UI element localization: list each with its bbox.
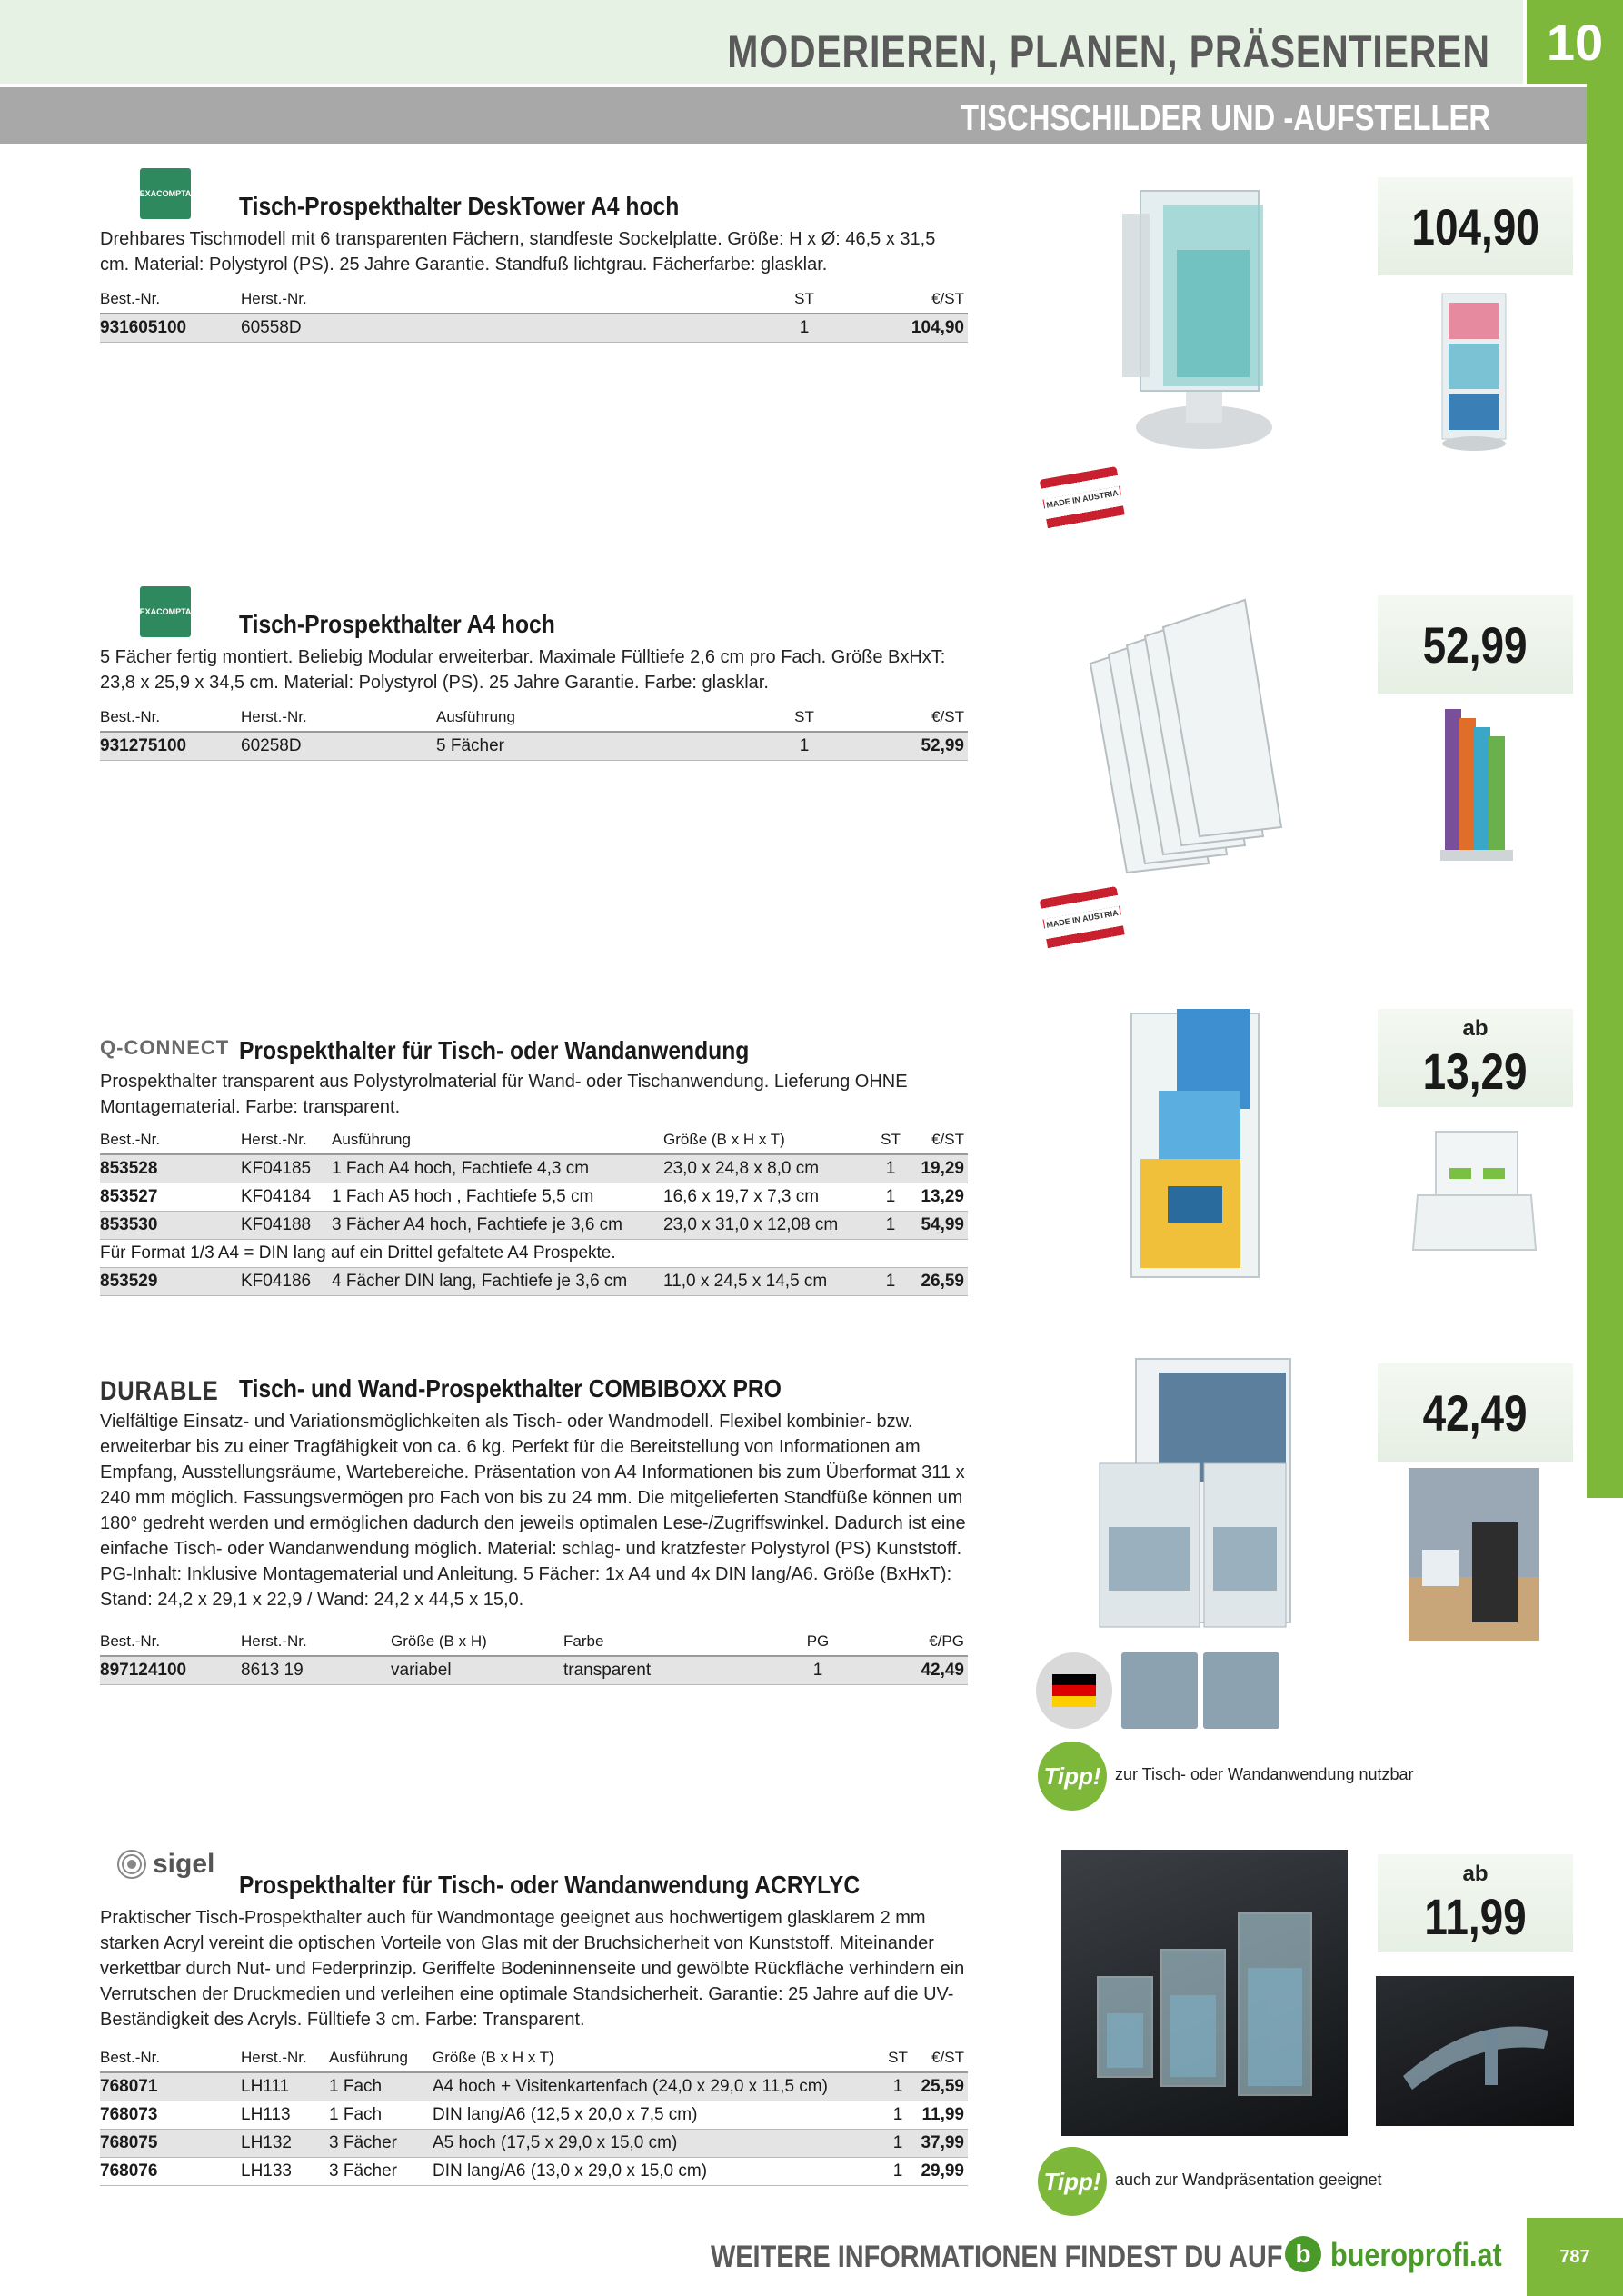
product-image-acrylyc [1061, 1850, 1348, 2136]
product-description: Drehbares Tischmodell mit 6 transparenten Fächern, standfeste Sockelplatte. Größe: H x Ø: 46,5 x 31,5 cm. Material: Polystyrol (PS). 25 Jahre Garantie. Standfuß lichtgrau. Fächerfarbe: glasklar. [100, 229, 936, 275]
product-title: Tisch-Prospekthalter A4 hoch [239, 610, 555, 638]
bueroprofi-logo-icon: b [1285, 2236, 1321, 2272]
table-row: 897124100 8613 19 variabel transparent 1 42,49 [100, 1656, 968, 1684]
sigel-logo: sigel [116, 1849, 214, 1880]
table-row: 931605100 60558D 1 104,90 [100, 314, 968, 342]
wall-mount-icon [1121, 1652, 1198, 1729]
product-image-desktower [1113, 168, 1290, 459]
chapter-title: MODERIEREN, PLANEN, PRÄSENTIEREN [727, 26, 1490, 77]
chapter-number: 10 [1527, 0, 1623, 84]
product-title: Prospekthalter für Tisch- oder Wandanwendung [239, 1036, 750, 1064]
price: 13,29 [1423, 1042, 1528, 1100]
qconnect-logo: Q-CONNECT [100, 1036, 230, 1059]
product-image-a4-hoch [1072, 591, 1299, 882]
product-title: Prospekthalter für Tisch- oder Wandanwendung ACRYLYC [239, 1871, 861, 1899]
product-table: Best.-Nr. Herst.-Nr. Größe (B x H) Farbe PG €/PG 897124100 8613 19 variabel transparent 1 42,49 [100, 1627, 968, 1685]
made-in-austria-badge: MADE IN AUSTRIA [1040, 466, 1126, 532]
product-thumbnail-desktower [1429, 289, 1519, 453]
product-description: Prospekthalter transparent aus Polystyrolmaterial für Wand- oder Tischanwendung. Lieferung OHNE Montagematerial. Farbe: transparent. [100, 1072, 908, 1117]
price: 104,90 [1411, 197, 1539, 255]
made-in-austria-badge: MADE IN AUSTRIA [1040, 886, 1126, 952]
german-flag-icon [1052, 1674, 1096, 1707]
price-box [1378, 1009, 1573, 1107]
product-description: Praktischer Tisch-Prospekthalter auch für Wandmontage geeignet aus hochwertigem glasklarem 2 mm starken Acryl vereint die optischen Vorteile von Glas mit der Bruchsicherheit von Kunststoff. Miteinander verkettbar durch Nut- und Federprinzip. Geriffelte Bodeninnenseite und gewölbte Rückfläche verhindern ein Verrutschen der Druckmedien und verleihen eine optimale Standsicherheit. Garantie: 25 Jahre auf die UV-Beständigkeit des Acryls. Fülltiefe 3 cm. Farbe: Transparent. [100, 1908, 965, 2030]
price-prefix: ab [1462, 1861, 1489, 1886]
feature-badges [1036, 1652, 1281, 1729]
product-table: Best.-Nr. Herst.-Nr. Ausführung Größe (B x H x T) ST €/ST 853528 KF04185 1 Fach A4 hoch, Fachtiefe 4,3 cm 23,0 x 24,8 x 8,0 cm 1 19,29 853527 KF04184 1 Fach A5 hoch , Fachtiefe 5,5 cm 16,6 x 19,7 x 7,3 cm 1 13,29 853530 KF04188 3 Fächer A4 hoch, Fachtiefe je 3,6 cm 23,0 x 31,0 x 12,08 cm 1 54,99 Für Format 1/3 A4 = DIN lang auf ein Drittel gefaltete A4 Prospekte. 853529 KF04186 4 Fächer DIN lang, Fachtiefe je 3,6 cm 11,0 x 24,5 x 14,5 cm 1 26,59 [100, 1125, 968, 1296]
tip-text: zur Tisch- oder Wandanwendung nutzbar [1115, 1765, 1414, 1783]
product-table: Best.-Nr. Herst.-Nr. Ausführung Größe (B x H x T) ST €/ST 768071 LH111 1 Fach A4 hoch + Visitenkartenfach (24,0 x 29,0 x 11,5 cm) 1 25,59 768073 LH113 1 Fach DIN lang/A6 (12,5 x 20,0 x 7,5 cm) 1 11,99 768075 LH132 3 Fächer A5 hoch (17,5 x 29,0 x 15,0 cm) 1 37,99 768076 LH133 3 Fächer DIN lang/A6 (13,0 x 29,0 x 15,0 cm) 1 29,99 [100, 2043, 968, 2186]
table-row: 853528 KF04185 1 Fach A4 hoch, Fachtiefe 4,3 cm 23,0 x 24,8 x 8,0 cm 1 19,29 [100, 1154, 968, 1183]
table-note-row: Für Format 1/3 A4 = DIN lang auf ein Drittel gefaltete A4 Prospekte. [100, 1239, 968, 1267]
tip-badge: Tipp! [1038, 2147, 1107, 2216]
tip-text: auch zur Wandpräsentation geeignet [1115, 2171, 1382, 2189]
product-title: Tisch-Prospekthalter DeskTower A4 hoch [239, 192, 680, 220]
exacompta-logo: EXACOMPTA [140, 168, 191, 219]
tip-badge: Tipp! [1038, 1742, 1107, 1811]
footer-text: WEITERE INFORMATIONEN FINDEST DU AUF [711, 2240, 1283, 2274]
table-row: 931275100 60258D 5 Fächer 1 52,99 [100, 732, 968, 760]
product-description: Vielfältige Einsatz- und Variationsmöglichkeiten als Tisch- oder Wandmodell. Flexibel kombinier- bzw. erweiterbar bis zu einer Tragfähigkeit von ca. 6 kg. Perfekt für die Bereitstellung von Informationen am Empfang, Ausstellungsräume, Wartebereiche. Präsentation von A4 Informationen bis zum Überformat 311 x 240 mm möglich. Fassungsvermögen pro Fach von bis zu 24 mm. Die mitgelieferten Standfüße können um 180° gedreht werden und ermöglichen dadurch den jeweils optimalen Lese-/Zugriffswinkel. Dadurch ist eine einfache Tisch- oder Wandanwendung möglich. Material: schlag- und kratzfester Polystyrol (PS) Kunststoff. PG-Inhalt: Inklusive Montagematerial und Anleitung. 5 Fächer: 1x A4 und 4x DIN lang/A6. Größe (BxHxT): Stand: 24,2 x 29,1 x 22,9 / Wand: 24,2 x 44,5 x 15,0. [100, 1412, 966, 1610]
product-image-combiboxx [1090, 1354, 1299, 1636]
sigel-mark-icon [116, 1849, 147, 1880]
product-acrylyc [100, 1845, 968, 2191]
product-qconnect [100, 1025, 968, 1298]
table-row: 768071 LH111 1 Fach A4 hoch + Visitenkartenfach (24,0 x 29,0 x 11,5 cm) 1 25,59 [100, 2072, 968, 2101]
table-stand-icon [1203, 1652, 1279, 1729]
product-table [100, 285, 968, 343]
table-row: 853527 KF04184 1 Fach A5 hoch , Fachtiefe 5,5 cm 16,6 x 19,7 x 7,3 cm 1 13,29 [100, 1183, 968, 1211]
col-st: ST [777, 285, 831, 314]
product-combiboxx [100, 1363, 968, 1700]
table-row: 768076 LH133 3 Fächer DIN lang/A6 (13,0 x 29,0 x 15,0 cm) 1 29,99 [100, 2157, 968, 2185]
page-number: 787 [1527, 2218, 1623, 2296]
product-thumbnail-acrylyc [1376, 1976, 1574, 2126]
price-box [1378, 595, 1573, 694]
price-prefix: ab [1462, 1015, 1489, 1041]
table-row: 768073 LH113 1 Fach DIN lang/A6 (12,5 x 20,0 x 7,5 cm) 1 11,99 [100, 2101, 968, 2129]
price-box [1378, 1854, 1573, 1952]
product-table: Best.-Nr. Herst.-Nr. Ausführung ST €/ST 931275100 60258D 5 Fächer 1 52,99 [100, 703, 968, 761]
col-herst-nr: Herst.-Nr. [241, 285, 777, 314]
col-price: €/ST [831, 285, 968, 314]
price: 42,49 [1423, 1383, 1528, 1442]
product-thumbnail-a4-hoch [1436, 704, 1518, 868]
product-a4-hoch [100, 586, 968, 768]
product-desktower [100, 168, 968, 350]
made-in-germany-badge [1036, 1652, 1112, 1729]
product-thumbnail-qconnect [1399, 1123, 1549, 1259]
durable-logo: DURABLE [100, 1376, 219, 1406]
product-title: Tisch- und Wand-Prospekthalter COMBIBOXX PRO [239, 1374, 782, 1403]
chapter-side-tab [1587, 84, 1623, 1498]
price: 52,99 [1423, 615, 1528, 674]
table-row: 853530 KF04188 3 Fächer A4 hoch, Fachtiefe je 3,6 cm 23,0 x 31,0 x 12,08 cm 1 54,99 [100, 1211, 968, 1239]
product-image-qconnect [1113, 1004, 1295, 1291]
price-box [1378, 177, 1573, 275]
table-row: 768075 LH132 3 Fächer A5 hoch (17,5 x 29,0 x 15,0 cm) 1 37,99 [100, 2129, 968, 2157]
price-box [1378, 1363, 1573, 1462]
price: 11,99 [1424, 1887, 1527, 1945]
col-best-nr: Best.-Nr. [100, 285, 241, 314]
exacompta-logo: EXACOMPTA [140, 586, 191, 637]
section-title: TISCHSCHILDER UND -AUFSTELLER [960, 98, 1490, 138]
footer-website-link[interactable]: bueroprofi.at [1330, 2236, 1502, 2273]
product-description: 5 Fächer fertig montiert. Beliebig Modular erweiterbar. Maximale Fülltiefe 2,6 cm pro Fach. Größe BxHxT: 23,8 x 25,9 x 34,5 cm. Material: Polystyrol (PS). 25 Jahre Garantie. Farbe: glasklar. [100, 647, 946, 693]
product-thumbnail-combiboxx [1409, 1468, 1539, 1641]
table-row: 853529 KF04186 4 Fächer DIN lang, Fachtiefe je 3,6 cm 11,0 x 24,5 x 14,5 cm 1 26,59 [100, 1267, 968, 1295]
